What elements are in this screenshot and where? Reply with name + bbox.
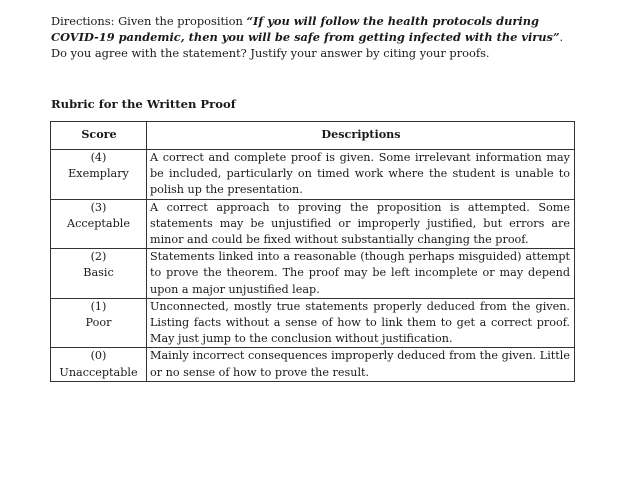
- score-cell: [51, 150, 147, 200]
- rubric-row: [51, 199, 575, 249]
- score-level: Acceptable: [67, 216, 130, 230]
- rubric-title: Rubric for the Written Proof: [51, 97, 236, 111]
- score-points: (1): [90, 299, 107, 313]
- score-level: Exemplary: [68, 167, 129, 181]
- score-points: (0): [90, 349, 107, 363]
- score-cell: [51, 199, 147, 249]
- score-level: Unacceptable: [59, 365, 138, 379]
- description-cell: A correct and complete proof is given. Some irrelevant information may be included, particularly on timed work where the student is unable to polish up the presentation.: [147, 150, 575, 200]
- rubric-row: [51, 150, 575, 200]
- score-points: (3): [90, 200, 107, 214]
- directions-label: Directions:: [51, 14, 115, 28]
- score-column-header: Score: [51, 122, 147, 150]
- score-level: Basic: [83, 266, 114, 280]
- score-cell: [51, 298, 147, 348]
- directions-question: . Do you agree with the statement? Justify your answer by citing your proofs.: [51, 30, 564, 60]
- score-cell: [51, 249, 147, 299]
- score-points: (2): [90, 250, 107, 264]
- rubric-row: [51, 298, 575, 348]
- rubric-header-row: [51, 122, 575, 150]
- directions-intro: Given the proposition: [118, 14, 243, 28]
- directions-paragraph: [51, 13, 577, 61]
- description-cell: A correct approach to proving the proposition is attempted. Some statements may be unjustified or improperly justified, but errors are minor and could be fixed without substantially changing the proof.: [147, 199, 575, 249]
- description-cell: Statements linked into a reasonable (though perhaps misguided) attempt to prove the theorem. The proof may be left incomplete or may depend upon a major unjustified leap.: [147, 249, 575, 299]
- description-cell: Unconnected, mostly true statements properly deduced from the given. Listing facts without a sense of how to link them to get a correct proof. May just jump to the conclusion without justification.: [147, 298, 575, 348]
- rubric-table: [50, 121, 575, 382]
- score-points: (4): [90, 151, 107, 164]
- score-cell: [51, 348, 147, 381]
- score-level: Poor: [85, 316, 112, 330]
- rubric-row: [51, 348, 575, 381]
- descriptions-column-header: Descriptions: [147, 122, 575, 150]
- rubric-row: [51, 249, 575, 299]
- proposition-text: “If you will follow the health protocols during COVID-19 pandemic, then you will be safe from getting infected with the virus”: [51, 14, 560, 44]
- description-cell: Mainly incorrect consequences improperly deduced from the given. Little or no sense of how to prove the result.: [147, 348, 575, 381]
